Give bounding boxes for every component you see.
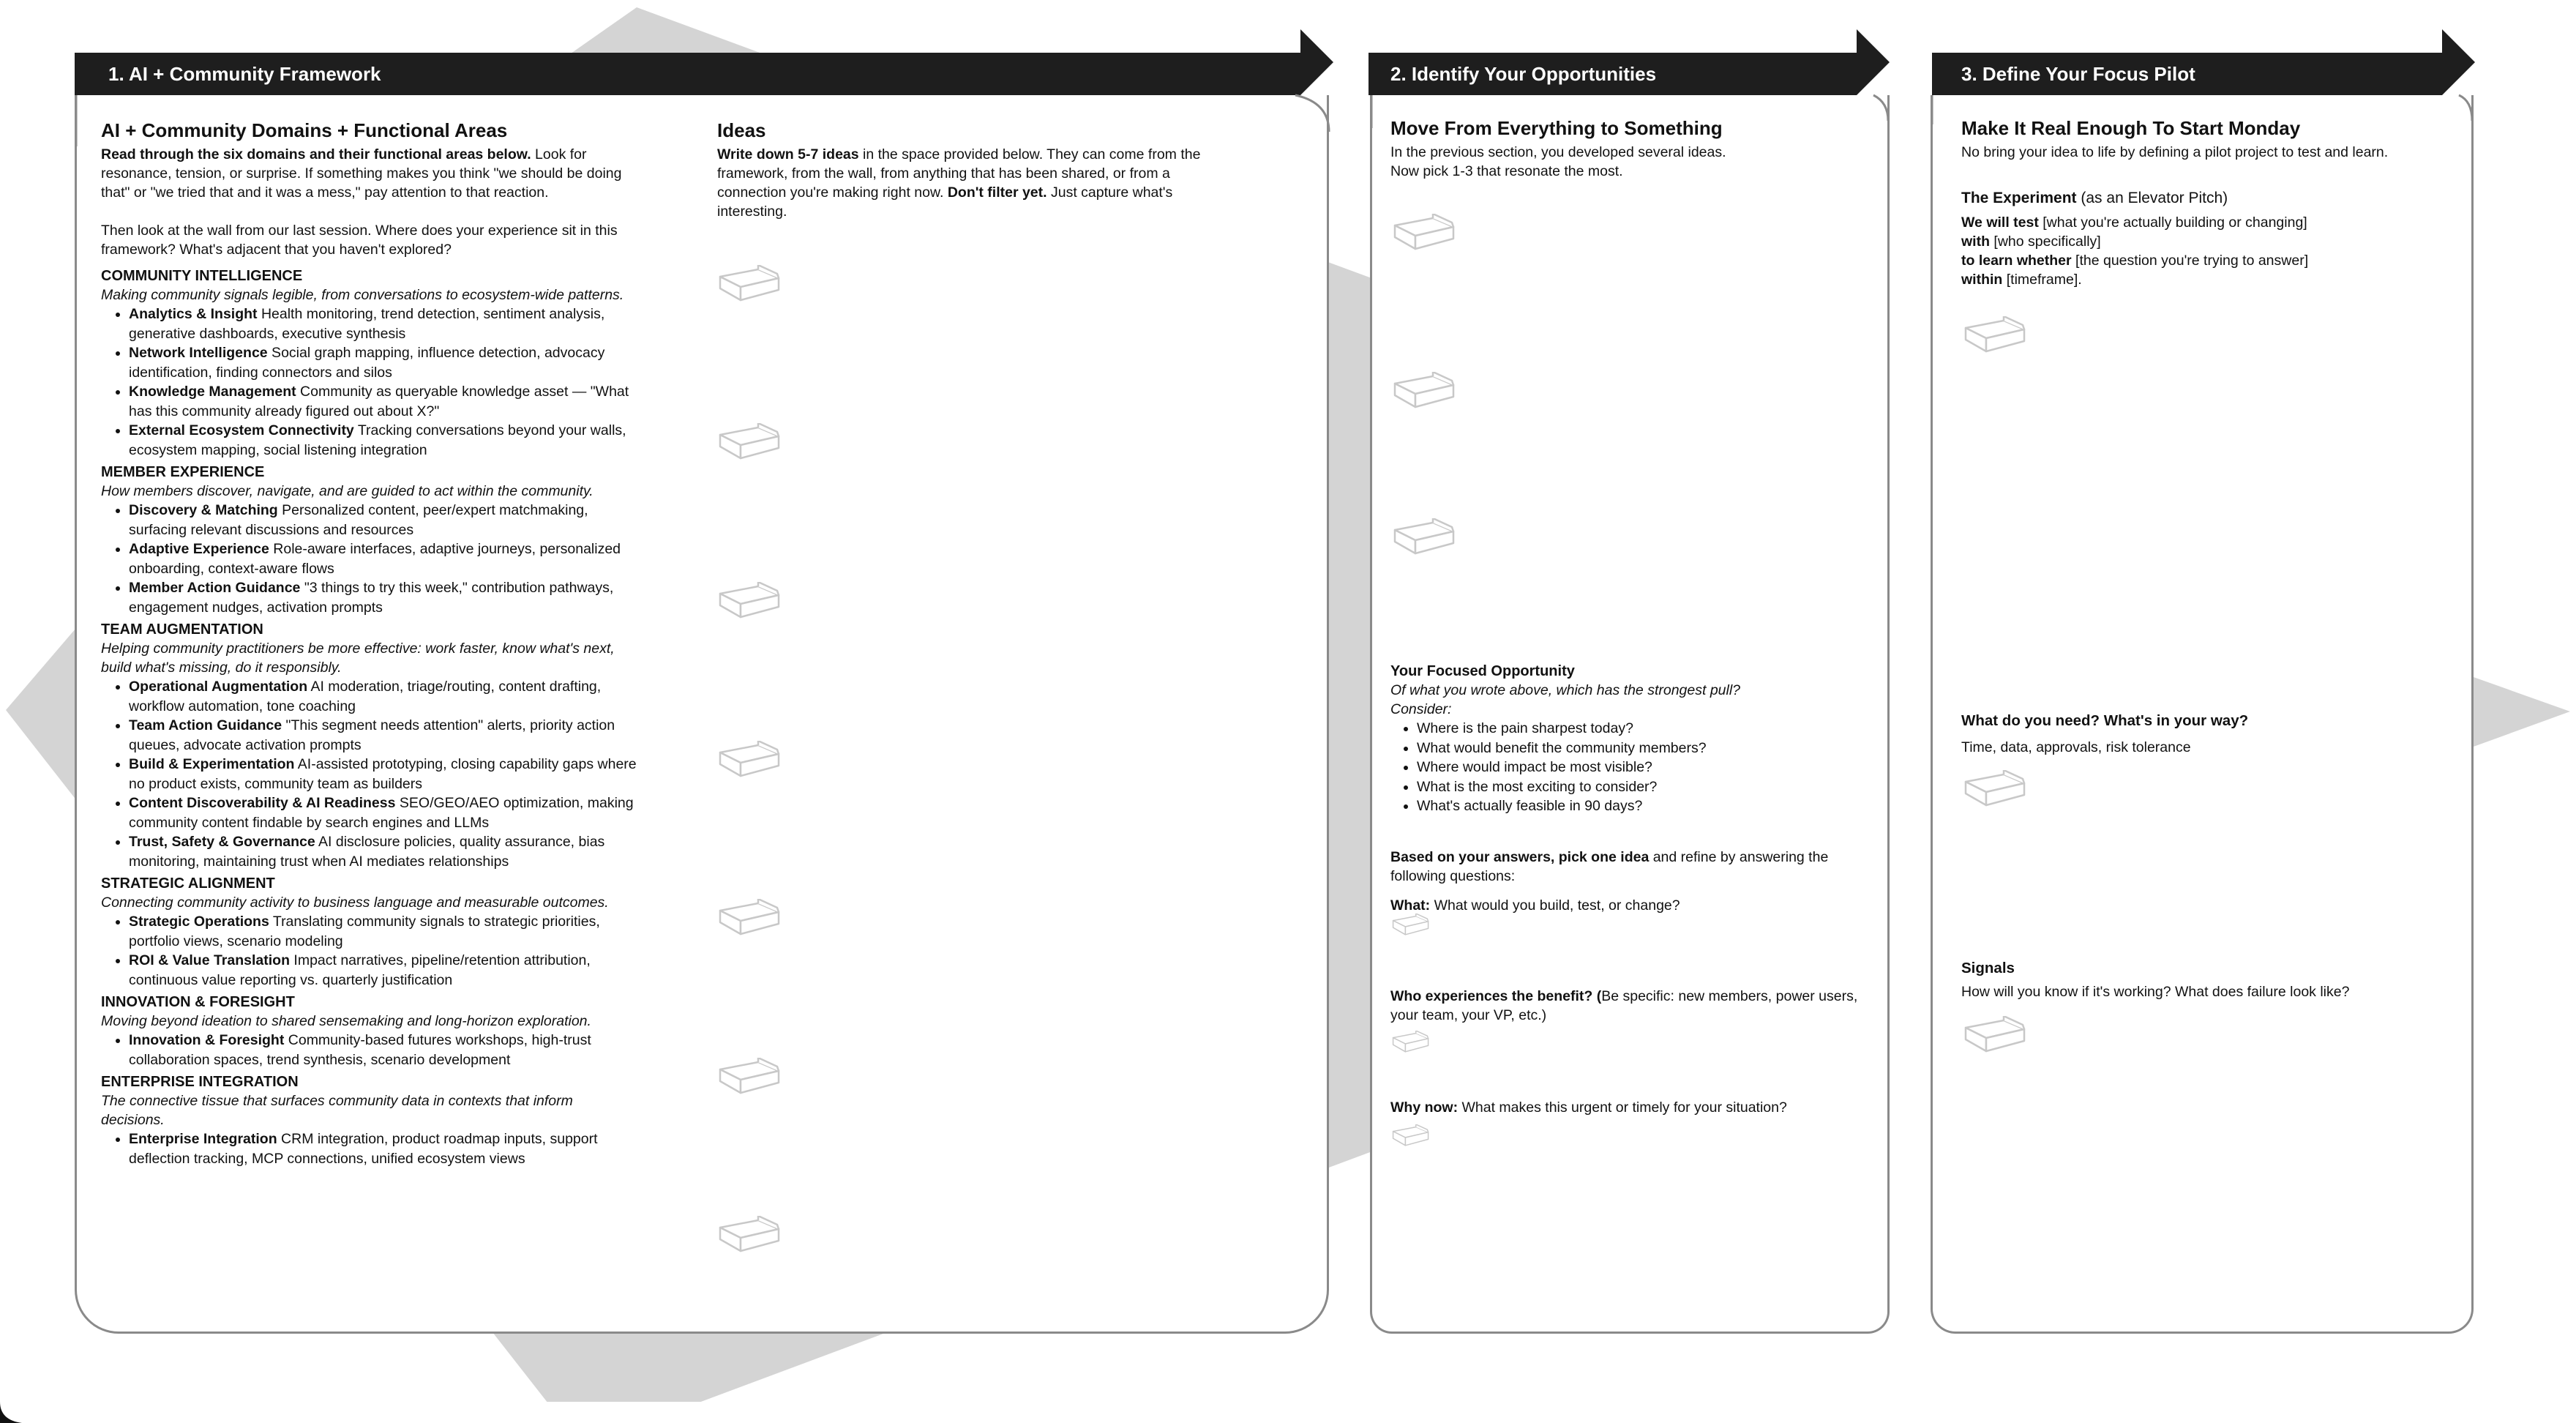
functional-area-item [129,501,639,539]
framework-intro-2: Then look at the wall from our last session. Where does your experience sit in this framework? What's adjacent that you haven't explored? [101,223,618,258]
domain-section [101,993,639,1069]
functional-area-text: CRM integration, product roadmap inputs, support deflection tracking, MCP connections, unified ecosystem views [129,1131,598,1167]
need-title: What do you need? What's in your way? [1961,712,2249,729]
functional-area-name: Content Discoverability & AI Readiness [129,795,396,811]
domain-section [101,620,639,871]
framework-intro [101,145,639,202]
functional-area-list [101,1129,639,1168]
domain-description: Helping community practitioners be more effective: work faster, know what's next, build what's missing, do it responsibly. [101,640,615,676]
who-question [1390,987,1873,1025]
framework-content [101,119,639,1168]
functional-area-text: AI moderation, triage/routing, content drafting, workflow automation, tone coaching [129,679,602,714]
functional-area-list [101,501,639,617]
pilot-subtitle: No bring your idea to life by defining a pilot project to test and learn. [1961,144,2389,160]
consider-item: • What is the most exciting to consider? [1417,777,1873,797]
functional-area-item [129,1129,639,1168]
functional-area-name: Innovation & Foresight [129,1032,285,1048]
who-bold: Who experiences the benefit? ( [1390,988,1602,1004]
sticky-note-icon[interactable] [716,1058,783,1102]
functional-area-name: Discovery & Matching [129,502,278,518]
signals-text: How will you know if it's working? What does failure look like? [1961,984,2350,1000]
domain-description: Connecting community activity to business language and measurable outcomes. [101,894,609,911]
ideas-text-1: in the space provided below. They can come from the framework, from the wall, from anything that has been shared, or from a connection you're making right now. [717,146,1201,201]
domain-title: COMMUNITY INTELLIGENCE [101,268,303,284]
functional-area-text: Tracking conversations beyond your walls, ecosystem mapping, social listening integration [129,422,626,458]
sticky-note-icon[interactable] [1390,914,1431,940]
framework-heading: AI + Community Domains + Functional Areas [101,119,508,141]
functional-area-item [129,305,639,343]
need-block [1961,712,2459,757]
functional-area-text: Personalized content, peer/expert matchmaking, surfacing relevant discussions and resources [129,502,588,538]
opportunities-content [1390,117,1873,181]
signals-block [1961,959,2459,1001]
sticky-note-icon[interactable] [1390,1124,1431,1151]
domain-section [101,874,639,990]
domain-title: ENTERPRISE INTEGRATION [101,1074,299,1090]
domain-section [101,1072,639,1168]
domain-title: STRATEGIC ALIGNMENT [101,875,275,892]
experiment-rest: (as an Elevator Pitch) [2076,190,2228,206]
functional-area-text: "This segment needs attention" alerts, priority action queues, advocate activation prompts [129,717,615,753]
sticky-note-icon[interactable] [1390,214,1458,258]
who-rest: Be specific: new members, power users, your team, your VP, etc.) [1390,988,1858,1023]
experiment-title [1961,188,2459,209]
functional-area-name: Enterprise Integration [129,1131,277,1147]
functional-area-name: ROI & Value Translation [129,952,290,968]
framework-intro-bold: Read through the six domains and their functional areas below. [101,146,531,163]
functional-area-item [129,677,639,716]
pitch-line-bold: within [1961,272,2003,288]
why-rest: What makes this urgent or timely for your situation? [1458,1099,1787,1116]
what-bold: What: [1390,897,1431,914]
consider-item: • What's actually feasible in 90 days? [1417,796,1873,816]
functional-area-item [129,539,639,578]
domain-description: How members discover, navigate, and are guided to act within the community. [101,483,594,499]
sticky-note-icon[interactable] [1390,518,1458,562]
focused-title: Your Focused Opportunity [1390,663,1575,679]
column-title: 2. Identify Your Opportunities [1390,63,1657,85]
sticky-note-icon[interactable] [716,582,783,626]
ideas-content [717,119,1229,221]
functional-area-list [101,912,639,990]
consider-item: • Where is the pain sharpest today? [1417,719,1873,739]
functional-area-name: Strategic Operations [129,914,269,930]
need-text: Time, data, approvals, risk tolerance [1961,739,2191,755]
sticky-note-icon[interactable] [1961,1016,2029,1060]
functional-area-text: Community as queryable knowledge asset — "What has this community already figured out about X?" [129,384,629,419]
column-title: 3. Define Your Focus Pilot [1961,63,2195,85]
pitch-line-bold: to learn whether [1961,253,2072,269]
functional-area-item [129,793,639,832]
pilot-heading: Make It Real Enough To Start Monday [1961,117,2301,139]
consider-label: Consider: [1390,701,1452,717]
pitch-line [1961,232,2459,251]
functional-area-name: Analytics & Insight [129,306,258,322]
pitch-line-rest: [what you're actually building or changing] [2038,214,2307,231]
sticky-note-icon[interactable] [716,265,783,309]
focused-opportunity [1390,662,1873,816]
functional-area-text: Community-based futures workshops, high-trust collaboration spaces, trend synthesis, scenario development [129,1032,591,1068]
ideas-instructions [717,145,1229,221]
sticky-note-icon[interactable] [716,899,783,943]
domain-section [101,266,639,460]
domain-description: The connective tissue that surfaces community data in contexts that inform decisions. [101,1093,573,1128]
domain-title: MEMBER EXPERIENCE [101,464,265,480]
functional-area-name: Adaptive Experience [129,541,269,557]
domain-description: Moving beyond ideation to shared sensemaking and long-horizon exploration. [101,1013,591,1029]
domain-list [101,266,639,1168]
functional-area-name: Operational Augmentation [129,679,308,695]
pick-rest: and refine by answering the following questions: [1390,849,1829,884]
pilot-content [1961,117,2459,289]
sticky-note-icon[interactable] [716,741,783,785]
experiment-bold: The Experiment [1961,190,2077,206]
functional-area-text: SEO/GEO/AEO optimization, making community content findable by search engines and LLMs [129,795,634,831]
sticky-note-icon[interactable] [1961,316,2029,360]
functional-area-text: AI disclosure policies, quality assurance, bias monitoring, maintaining trust when AI mediates relationships [129,834,605,870]
pitch-line-rest: [who specifically] [1990,234,2101,250]
functional-area-text: Role-aware interfaces, adaptive journeys, personalized onboarding, context-aware flows [129,541,621,577]
functional-area-item [129,578,639,617]
focused-question: Of what you wrote above, which has the strongest pull? [1390,682,1741,698]
functional-area-name: External Ecosystem Connectivity [129,422,354,438]
domain-section [101,463,639,617]
ideas-heading: Ideas [717,119,766,141]
consider-item: • What would benefit the community members? [1417,739,1873,758]
sticky-note-icon[interactable] [1390,372,1458,416]
functional-area-item [129,343,639,382]
functional-area-text: Health monitoring, trend detection, sentiment analysis, generative dashboards, executive synthesis [129,306,605,342]
domain-title: TEAM AUGMENTATION [101,621,263,638]
consider-list [1390,719,1873,816]
who-block [1390,987,1873,1025]
consider-item: • Where would impact be most visible? [1417,758,1873,777]
pitch-line-bold: with [1961,234,1990,250]
domain-title: INNOVATION & FORESIGHT [101,994,295,1010]
what-question [1390,896,1873,915]
ideas-text-2: Just capture what's interesting. [717,184,1173,220]
pitch-line [1961,270,2459,289]
functional-area-list [101,677,639,871]
why-block [1390,1098,1873,1117]
signals-title: Signals [1961,960,2015,976]
what-rest: What would you build, test, or change? [1430,897,1680,914]
sticky-note-icon[interactable] [716,423,783,467]
functional-area-text: "3 things to try this week," contribution pathways, engagement nudges, activation prompts [129,580,614,616]
pitch-line [1961,251,2459,270]
functional-area-name: Member Action Guidance [129,580,301,596]
functional-area-item [129,716,639,755]
functional-area-name: Build & Experimentation [129,756,295,772]
pick-one-block [1390,848,1873,915]
ideas-bold-2: Don't filter yet. [947,184,1047,201]
sticky-note-icon[interactable] [1961,770,2029,814]
opportunities-line-1: In the previous section, you developed several ideas. [1390,144,1726,160]
functional-area-list [101,305,639,460]
functional-area-name: Trust, Safety & Governance [129,834,315,850]
column-title: 1. AI + Community Framework [108,63,381,85]
pitch-line-bold: We will test [1961,214,2039,231]
functional-area-text: Impact narratives, pipeline/retention attribution, continuous value reporting vs. quarterly justification [129,952,591,988]
framework-intro-rest: Look for resonance, tension, or surprise. If something makes you think "we should be doing that" or "we tried that and it was a mess," pay attention to that reaction. [101,146,622,201]
functional-area-item [129,912,639,951]
why-question [1390,1098,1873,1117]
functional-area-item [129,951,639,990]
ideas-bold-1: Write down 5-7 ideas [717,146,859,163]
functional-area-name: Network Intelligence [129,345,268,361]
domain-description: Making community signals legible, from conversations to ecosystem-wide patterns. [101,287,624,303]
functional-area-text: Social graph mapping, influence detection, advocacy identification, finding connectors and silos [129,345,605,381]
why-bold: Why now: [1390,1099,1459,1116]
pick-bold: pick one idea [1558,849,1650,865]
opportunities-line-2: Now pick 1-3 that resonate the most. [1390,163,1623,179]
sticky-note-icon[interactable] [1390,1031,1431,1057]
opportunities-heading: Move From Everything to Something [1390,117,1723,139]
functional-area-list [101,1031,639,1069]
pick-pre: Based on your answers, [1390,849,1559,865]
functional-area-name: Knowledge Management [129,384,296,400]
functional-area-item [129,1031,639,1069]
pitch-line-rest: [the question you're trying to answer] [2071,253,2309,269]
functional-area-item [129,421,639,460]
functional-area-item [129,832,639,871]
pitch-line [1961,213,2459,232]
pitch-line-rest: [timeframe]. [2002,272,2082,288]
functional-area-text: Translating community signals to strategic priorities, portfolio views, scenario modeling [129,914,600,949]
functional-area-item [129,382,639,421]
functional-area-name: Team Action Guidance [129,717,282,733]
pick-one-text [1390,848,1873,886]
elevator-pitch [1961,213,2459,289]
functional-area-item [129,755,639,793]
sticky-note-icon[interactable] [716,1216,783,1260]
functional-area-text: AI-assisted prototyping, closing capability gaps where no product exists, community team as builders [129,756,637,792]
